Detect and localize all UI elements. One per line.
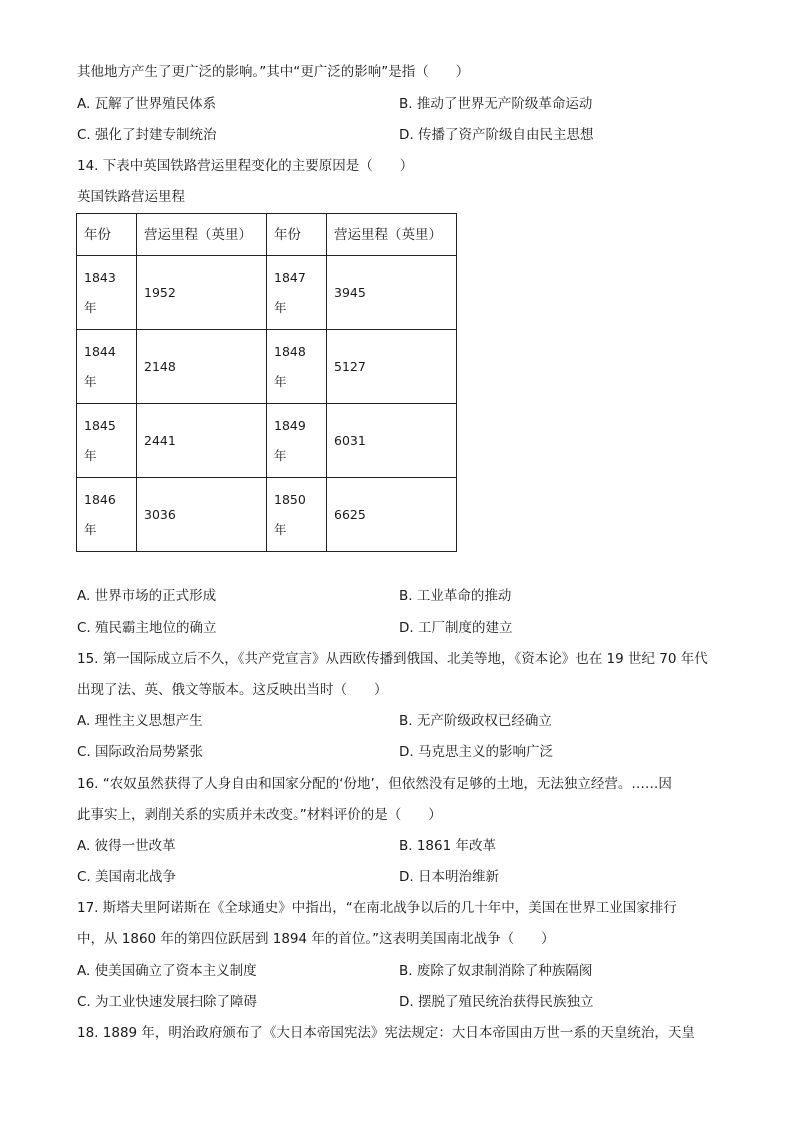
table-header-row bbox=[77, 214, 457, 256]
year-cell: 1847 年 bbox=[267, 256, 327, 330]
table-row bbox=[77, 478, 457, 552]
q17-stem-line2: 中，从 1860 年的第四位跃居到 1894 年的首位。”这表明美国南北战争（ ） bbox=[77, 931, 555, 947]
q15-stem-line2: 出现了法、英、俄文等版本。这反映出当时（ ） bbox=[77, 682, 388, 698]
q15-option-b: B. 无产阶级政权已经确立 bbox=[399, 713, 552, 729]
q17-option-c: C. 为工业快速发展扫除了障碍 bbox=[77, 994, 258, 1010]
header-mileage-1: 营运里程（英里） bbox=[137, 214, 267, 256]
header-year-2: 年份 bbox=[267, 214, 327, 256]
year-cell: 1849 年 bbox=[267, 404, 327, 478]
q14-stem: 14. 下表中英国铁路营运里程变化的主要原因是（ ） bbox=[77, 158, 414, 174]
q16-stem-line1: 16. “农奴虽然获得了人身自由和国家分配的‘份地’，但依然没有足够的土地，无法独立经营。……因 bbox=[77, 776, 672, 792]
q17-option-a: A. 使美国确立了资本主义制度 bbox=[77, 963, 257, 979]
q16-option-b: B. 1861 年改革 bbox=[399, 838, 496, 854]
year-cell: 1850 年 bbox=[267, 478, 327, 552]
q17-stem-line1: 17. 斯塔夫里阿诺斯在《全球通史》中指出，“在南北战争以后的几十年中，美国在世界工业国家排行 bbox=[77, 900, 677, 916]
q15-stem-line1: 15. 第一国际成立后不久，《共产党宣言》从西欧传播到俄国、北美等地，《资本论》也在 19 世纪 70 年代 bbox=[77, 651, 708, 667]
mileage-cell: 2148 bbox=[137, 330, 267, 404]
q14-option-a: A. 世界市场的正式形成 bbox=[77, 588, 217, 604]
mileage-cell: 5127 bbox=[327, 330, 457, 404]
q13-option-c: C. 强化了封建专制统治 bbox=[77, 127, 217, 143]
q13-stem-tail: 其他地方产生了更广泛的影响。”其中“更广泛的影响”是指（ ） bbox=[77, 64, 470, 80]
q14-option-b: B. 工业革命的推动 bbox=[399, 588, 512, 604]
q16-stem-line2: 此事实上，剥削关系的实质并未改变。”材料评价的是（ ） bbox=[77, 807, 442, 823]
mileage-cell: 1952 bbox=[137, 256, 267, 330]
q14-table-caption: 英国铁路营运里程 bbox=[77, 189, 185, 205]
q16-option-a: A. 彼得一世改革 bbox=[77, 838, 176, 854]
table-row bbox=[77, 256, 457, 330]
mileage-cell: 3036 bbox=[137, 478, 267, 552]
mileage-cell: 3945 bbox=[327, 256, 457, 330]
q15-option-c: C. 国际政治局势紧张 bbox=[77, 744, 204, 760]
q17-option-d: D. 摆脱了殖民统治获得民族独立 bbox=[399, 994, 594, 1010]
q15-option-d: D. 马克思主义的影响广泛 bbox=[399, 744, 553, 760]
year-cell: 1845 年 bbox=[77, 404, 137, 478]
mileage-cell: 6031 bbox=[327, 404, 457, 478]
table-row bbox=[77, 404, 457, 478]
year-cell: 1844 年 bbox=[77, 330, 137, 404]
q13-option-d: D. 传播了资产阶级自由民主思想 bbox=[399, 127, 594, 143]
year-cell: 1846 年 bbox=[77, 478, 137, 552]
q15-option-a: A. 理性主义思想产生 bbox=[77, 713, 203, 729]
q13-option-a: A. 瓦解了世界殖民体系 bbox=[77, 96, 217, 112]
q13-option-b: B. 推动了世界无产阶级革命运动 bbox=[399, 96, 593, 112]
table-row bbox=[77, 330, 457, 404]
q14-option-c: C. 殖民霸主地位的确立 bbox=[77, 620, 217, 636]
year-cell: 1848 年 bbox=[267, 330, 327, 404]
year-cell: 1843 年 bbox=[77, 256, 137, 330]
mileage-cell: 6625 bbox=[327, 478, 457, 552]
q14-option-d: D. 工厂制度的建立 bbox=[399, 620, 513, 636]
mileage-cell: 2441 bbox=[137, 404, 267, 478]
q18-stem-line1: 18. 1889 年，明治政府颁布了《大日本帝国宪法》宪法规定：大日本帝国由万世一系的天皇统治，天皇 bbox=[77, 1025, 695, 1041]
q16-option-c: C. 美国南北战争 bbox=[77, 869, 177, 885]
header-year-1: 年份 bbox=[77, 214, 137, 256]
q17-option-b: B. 废除了奴隶制消除了种族隔阂 bbox=[399, 963, 593, 979]
q16-option-d: D. 日本明治维新 bbox=[399, 869, 499, 885]
header-mileage-2: 营运里程（英里） bbox=[327, 214, 457, 256]
railway-mileage-table bbox=[76, 213, 457, 552]
